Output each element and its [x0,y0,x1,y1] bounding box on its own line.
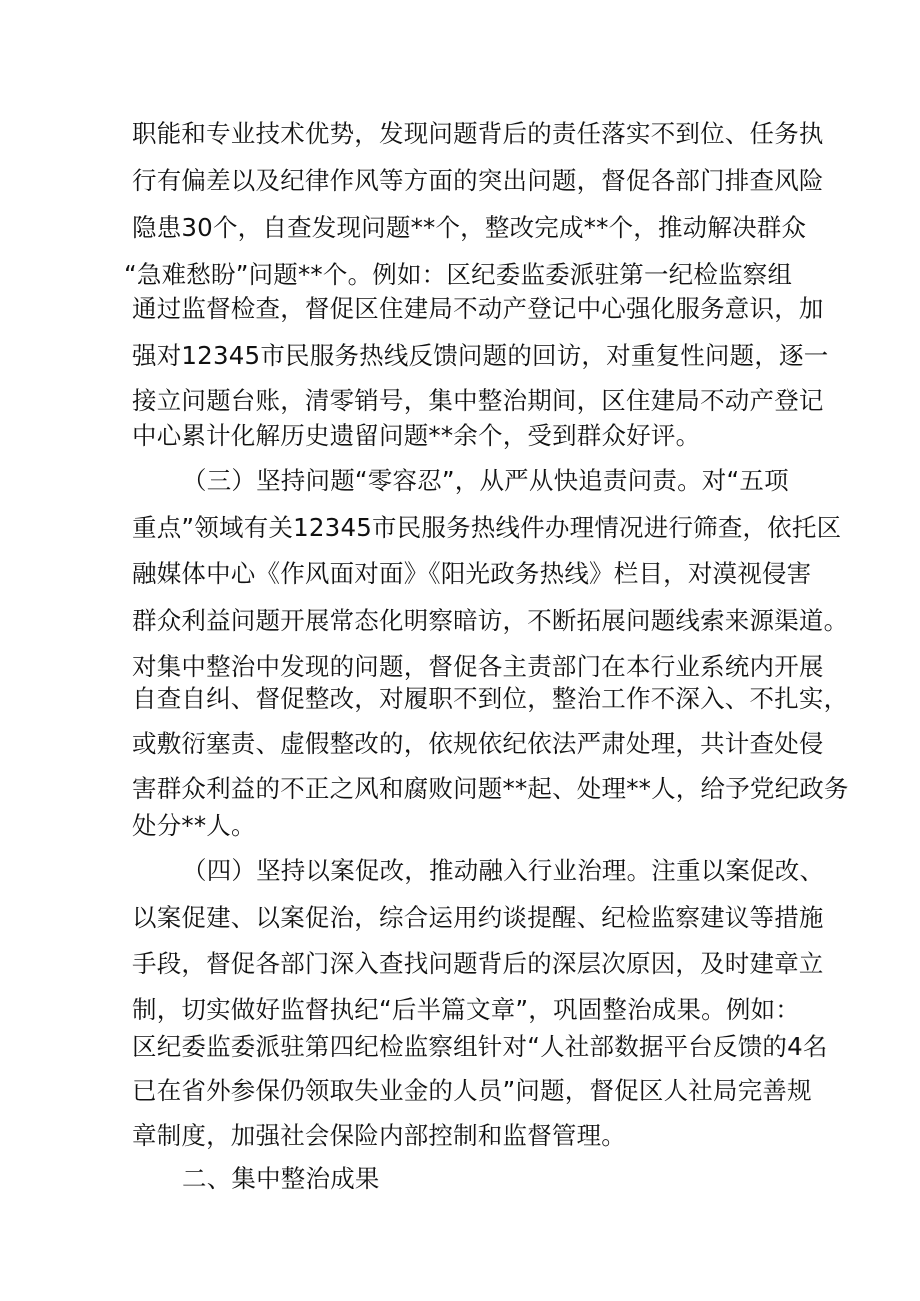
paragraph-line: 害群众利益的不正之风和腐败问题**起、处理**人，给予党纪政务 [132,774,849,803]
paragraph-line: 手段，督促各部门深入查找问题背后的深层次原因，及时建章立 [132,949,824,978]
paragraph-line: 或敷衍塞责、虚假整改的，依规依纪依法严肃处理，共计查处侵 [132,729,824,758]
paragraph-line: 职能和专业技术优势，发现问题背后的责任落实不到位、任务执 [132,119,824,148]
paragraph-line: 区纪委监委派驻第四纪检监察组针对“人社部数据平台反馈的4名 [132,1032,828,1061]
paragraph-line: 对集中整治中发现的问题，督促各主责部门在本行业系统内开展 [132,652,824,681]
paragraph-line: “急难愁盼”问题**个。例如：区纪委监委派驻第一纪检监察组 [124,260,793,289]
section-heading-4: （四）坚持以案促改，推动融入行业治理。注重以案促改、 [182,856,825,885]
paragraph-line: 接立问题台账，清零销号，集中整治期间，区住建局不动产登记 [132,386,824,415]
section-heading-2: 二、集中整治成果 [182,1164,380,1193]
paragraph-line: 通过监督检查，督促区住建局不动产登记中心强化服务意识，加 [132,294,824,323]
paragraph-line: 中心累计化解历史遗留问题**余个，受到群众好评。 [132,421,701,450]
section-heading-3: （三）坚持问题“零容忍”，从严从快追责问责。对“五项 [182,466,789,495]
paragraph-line: 群众利益问题开展常态化明察暗访，不断拓展问题线索来源渠道。 [132,606,849,635]
paragraph-line: 处分**人。 [132,811,256,840]
paragraph-line: 以案促建、以案促治，综合运用约谈提醒、纪检监察建议等措施 [132,903,824,932]
paragraph-line: 重点”领域有关12345市民服务热线件办理情况进行筛查，依托区 [132,513,842,542]
paragraph-line: 自查自纠、督促整改，对履职不到位，整治工作不深入、不扎实， [132,684,849,713]
paragraph-line: 隐患30个，自查发现问题**个，整改完成**个，推动解决群众 [132,213,807,242]
paragraph-line: 制，切实做好监督执纪“后半篇文章”，巩固整治成果。例如： [132,995,800,1024]
paragraph-line: 强对12345市民服务热线反馈问题的回访，对重复性问题，逐一 [132,341,829,370]
paragraph-line: 行有偏差以及纪律作风等方面的突出问题，督促各部门排查风险 [132,166,824,195]
paragraph-line: 融媒体中心《作风面对面》《阳光政务热线》栏目，对漠视侵害 [132,559,812,588]
paragraph-line: 章制度，加强社会保险内部控制和监督管理。 [132,1121,626,1150]
paragraph-line: 已在省外参保仍领取失业金的人员”问题，督促区人社局完善规 [132,1076,812,1105]
